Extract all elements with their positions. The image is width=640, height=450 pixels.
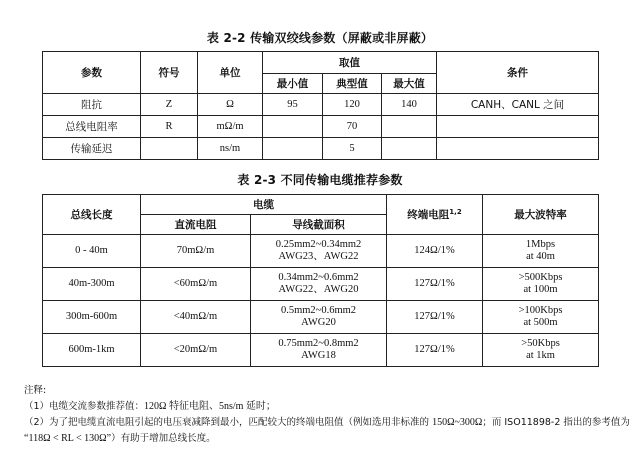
note-1 xyxy=(24,399,634,415)
cell-xs-line2: AWG20 xyxy=(301,317,336,328)
cell-condition xyxy=(437,138,599,160)
cell-dc: <40mΩ/m xyxy=(141,301,251,334)
table-row xyxy=(43,301,599,334)
header-termination-sup: 1,2 xyxy=(449,207,462,216)
cell-cross-section xyxy=(251,301,387,334)
cell-termination: 127Ω/1% xyxy=(387,268,483,301)
cell-unit: Ω xyxy=(198,94,263,116)
table-row xyxy=(43,138,599,160)
cell-xs-line1: 0.34mm2~0.6mm2 xyxy=(278,272,359,283)
cell-length: 600m-1km xyxy=(43,334,141,367)
cell-baud-line2: at 1km xyxy=(526,350,555,361)
cell-baud-line1: >100Kbps xyxy=(518,305,563,316)
cell-dc: 70mΩ/m xyxy=(141,235,251,268)
cell-baud xyxy=(483,334,599,367)
cell-baud-line1: >500Kbps xyxy=(518,272,563,283)
cell-baud xyxy=(483,268,599,301)
table1-caption: 表 2-2 传输双绞线参数（屏蔽或非屏蔽） xyxy=(206,31,434,45)
table-row xyxy=(43,235,599,268)
header-symbol: 符号 xyxy=(141,52,198,94)
cell-unit: mΩ/m xyxy=(198,116,263,138)
header-cable-group: 电缆 xyxy=(141,195,387,215)
header-max: 最大值 xyxy=(382,74,437,94)
cell-termination: 127Ω/1% xyxy=(387,334,483,367)
cell-typ: 120 xyxy=(323,94,382,116)
cell-baud-line1: >50Kbps xyxy=(521,338,560,349)
cell-min xyxy=(263,138,323,160)
cell-min: 95 xyxy=(263,94,323,116)
note-1-text: （1）电缆交流参数推荐值： xyxy=(24,401,145,412)
cell-length: 300m-600m xyxy=(43,301,141,334)
cell-min xyxy=(263,116,323,138)
cell-symbol xyxy=(141,138,198,160)
note-2 xyxy=(24,415,634,431)
cell-unit: ns/m xyxy=(198,138,263,160)
table-row xyxy=(43,268,599,301)
cell-termination: 124Ω/1% xyxy=(387,235,483,268)
note-2-text: （2）为了把电缆直流电阻引起的电压衰减降到最小，匹配较大的终端电阻值（例如选用非标准的 xyxy=(24,417,433,428)
cell-baud xyxy=(483,301,599,334)
note-3-range: “118Ω < RL < 130Ω” xyxy=(24,433,112,444)
header-max-baud: 最大波特率 xyxy=(483,195,599,235)
note-3-text: ）有助于增加总线长度。 xyxy=(111,433,216,444)
note-1-values: 120Ω 特征电阻、5ns/m 延时； xyxy=(144,401,276,412)
header-dc-resistance: 直流电阻 xyxy=(141,215,251,235)
cell-cross-section xyxy=(251,235,387,268)
notes xyxy=(24,383,634,447)
cell-baud xyxy=(483,235,599,268)
table-row xyxy=(43,334,599,367)
cell-length: 40m-300m xyxy=(43,268,141,301)
cell-xs-line1: 0.75mm2~0.8mm2 xyxy=(278,338,359,349)
header-termination xyxy=(387,195,483,235)
header-cross-section: 导线截面积 xyxy=(251,215,387,235)
header-value-group: 取值 xyxy=(263,52,437,74)
cell-termination: 127Ω/1% xyxy=(387,301,483,334)
cell-symbol: Z xyxy=(141,94,198,116)
cell-xs-line1: 0.5mm2~0.6mm2 xyxy=(280,305,357,316)
header-termination-label: 终端电阻 xyxy=(407,208,450,221)
header-min: 最小值 xyxy=(263,74,323,94)
note-2-tail: ；而 ISO11898-2 指出的参考值为 xyxy=(482,417,630,428)
table-row xyxy=(43,94,599,116)
cell-length: 0 - 40m xyxy=(43,235,141,268)
table-row xyxy=(43,116,599,138)
cell-cross-section xyxy=(251,334,387,367)
twisted-pair-params-table xyxy=(42,51,599,160)
note-2-range: 150Ω~300Ω xyxy=(432,417,483,428)
cell-xs-line2: AWG22、AWG20 xyxy=(278,284,359,295)
cell-param: 传输延迟 xyxy=(43,138,141,160)
notes-title: 注释: xyxy=(24,385,47,396)
cell-baud-line2: at 40m xyxy=(526,251,555,262)
cell-typ: 70 xyxy=(323,116,382,138)
cell-param: 总线电阻率 xyxy=(43,116,141,138)
cell-param: 阻抗 xyxy=(43,94,141,116)
note-3 xyxy=(24,431,634,447)
cell-max xyxy=(382,138,437,160)
cell-dc: <60mΩ/m xyxy=(141,268,251,301)
cell-max xyxy=(382,116,437,138)
cell-condition xyxy=(437,116,599,138)
cell-baud-line1: 1Mbps xyxy=(525,239,556,250)
header-length: 总线长度 xyxy=(43,195,141,235)
header-param: 参数 xyxy=(43,52,141,94)
cell-typ: 5 xyxy=(323,138,382,160)
cell-condition: CANH、CANL 之间 xyxy=(437,94,599,116)
cell-baud-line2: at 100m xyxy=(523,284,558,295)
cell-cross-section xyxy=(251,268,387,301)
cell-baud-line2: at 500m xyxy=(523,317,558,328)
header-typ: 典型值 xyxy=(323,74,382,94)
cable-recommend-table xyxy=(42,194,599,367)
header-condition: 条件 xyxy=(437,52,599,94)
table2-caption: 表 2-3 不同传输电缆推荐参数 xyxy=(237,173,403,187)
cell-xs-line2: AWG18 xyxy=(301,350,336,361)
cell-symbol: R xyxy=(141,116,198,138)
cell-dc: <20mΩ/m xyxy=(141,334,251,367)
cell-max: 140 xyxy=(382,94,437,116)
cell-xs-line1: 0.25mm2~0.34mm2 xyxy=(275,239,362,250)
header-unit: 单位 xyxy=(198,52,263,94)
cell-xs-line2: AWG23、AWG22 xyxy=(278,251,359,262)
